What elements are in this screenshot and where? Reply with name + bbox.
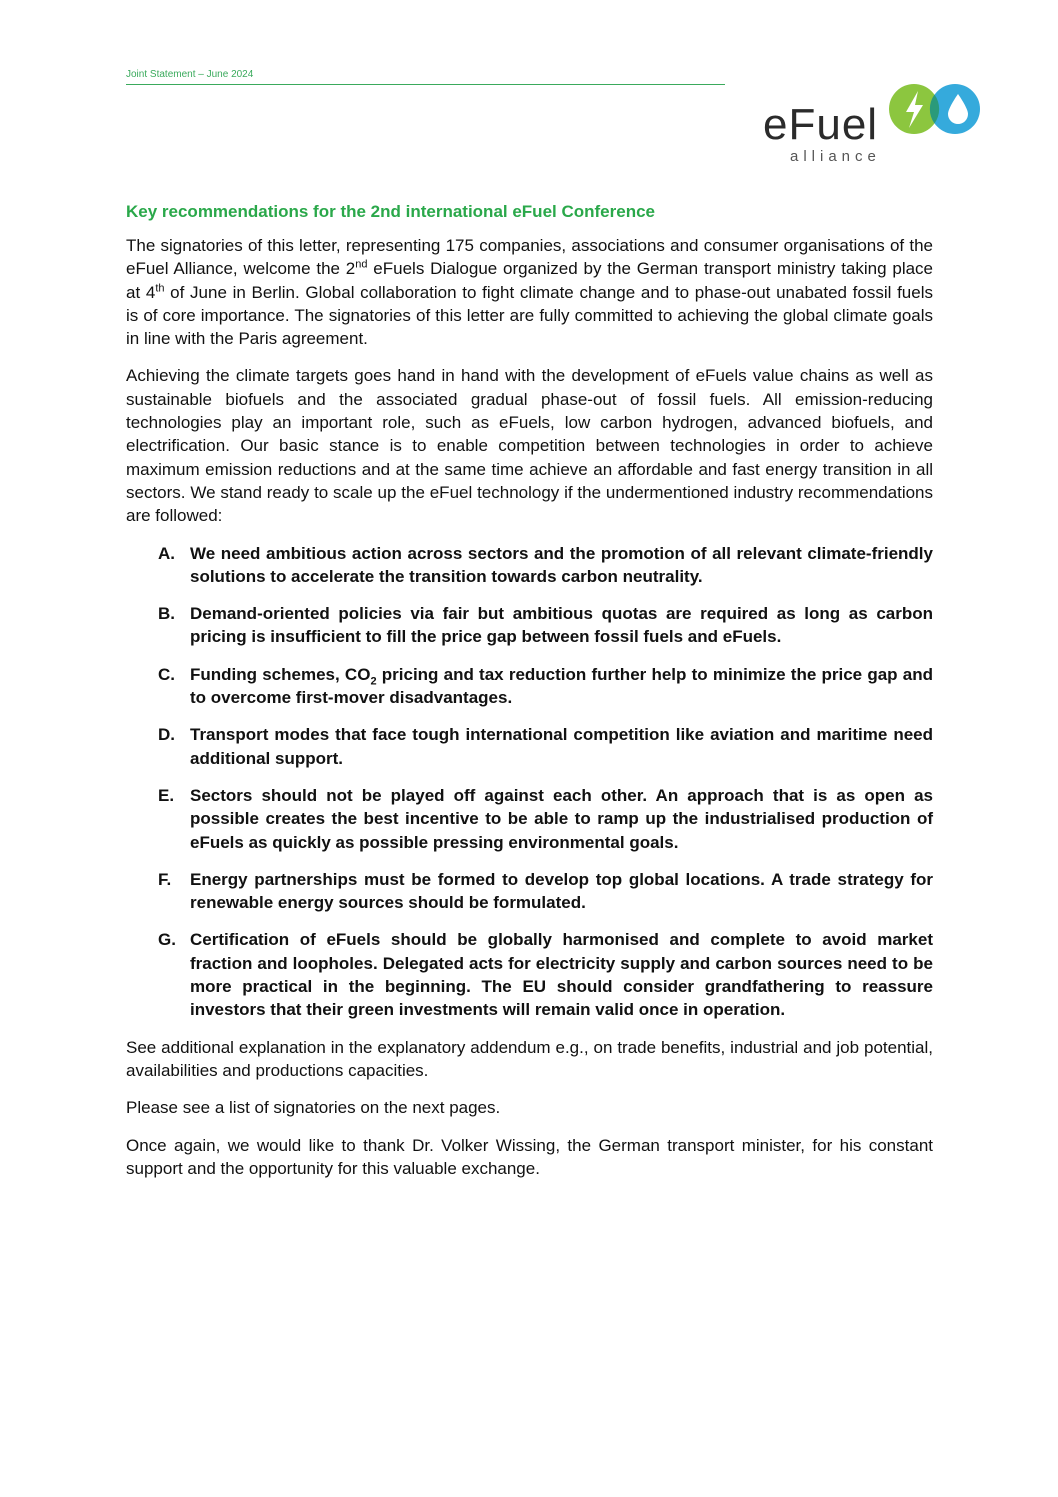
intro-paragraph-2: Achieving the climate targets goes hand in hand with the development of eFuels value chains as well as sustainable biofuels and the associated gradual phase-out of fossil fuels. All emission-reducing technologies play an important role, such as eFuels, low carbon hydrogen, advanced biofuels, and electrification. Our basic stance is to enable competition between technologies in order to achieve maximum emission reductions and at the same time achieve an affordable and fast energy transition in all sectors. We stand ready to scale up the eFuel technology if the undermentioned industry recommendations are followed: — [126, 366, 933, 526]
efuel-alliance-logo — [760, 82, 984, 168]
recommendation-a: A. We need ambitious action across sectors and the promotion of all relevant climate-friendly solutions to accelerate the transition towards carbon neutrality. — [158, 543, 933, 586]
running-header — [126, 64, 725, 85]
recommendations-list — [126, 542, 933, 1022]
recommendation-b: B. Demand-oriented policies via fair but ambitious quotas are required as long as carbon pricing is insufficient to fill the price gap between fossil fuels and eFuels. — [158, 604, 933, 647]
closing-paragraph-2: Please see a list of signatories on the next pages. — [126, 1098, 501, 1118]
logo-subtitle: alliance — [790, 148, 881, 165]
logo-word: eFuel — [763, 100, 879, 149]
logo-circles-icon — [888, 82, 984, 138]
recommendation-e: E. Sectors should not be played off against each other. An approach that is as open as possible creates the best incentive to be able to ramp up the industrialised production of eFuels as quickly as possible pressing environmental goals. — [158, 785, 933, 852]
document-heading: Key recommendations for the 2nd international eFuel Conference — [126, 202, 655, 221]
recommendation-c: C. Funding schemes, $CO_2$ pricing and tax reduction further help to minimize the price gap and to overcome first-mover disadvantages. — [158, 664, 933, 708]
closing-paragraph-1: See additional explanation in the explanatory addendum e.g., on trade benefits, industrial and job potential, availabilities and productions capacities. — [126, 1037, 933, 1080]
running-title: Joint Statement – June 2024 — [126, 69, 254, 80]
document-body — [126, 200, 933, 1194]
recommendation-d: D. Transport modes that face tough international competition like aviation and maritime need additional support. — [158, 725, 933, 768]
recommendation-f: F. Energy partnerships must be formed to develop top global locations. A trade strategy for renewable energy sources should be formulated. — [158, 869, 933, 913]
closing-paragraph-3: Once again, we would like to thank Dr. Volker Wissing, the German transport minister, for his constant support and the opportunity for this valuable exchange. — [126, 1135, 933, 1178]
intro-paragraph-1: The signatories of this letter, representing 175 companies, associations and consumer organisations of the eFuel Alliance, welcome the 2nd eFuels Dialogue organized by the German transport ministry taking place at 4th of June in Berlin. Global collaboration to fight climate change and to phase-out unabated fossil fuels is of core importance. The signatories of this letter are fully committed to achieving the global climate goals in line with the Paris agreement. — [126, 236, 934, 349]
recommendation-g: G. Certification of eFuels should be globally harmonised and complete to avoid market fraction and loopholes. Delegated acts for electricity supply and carbon sources need to be more practical in the beginning. The EU should consider grandfathering to reassure investors that their green investments will remain valid once in operation. — [158, 930, 933, 1020]
